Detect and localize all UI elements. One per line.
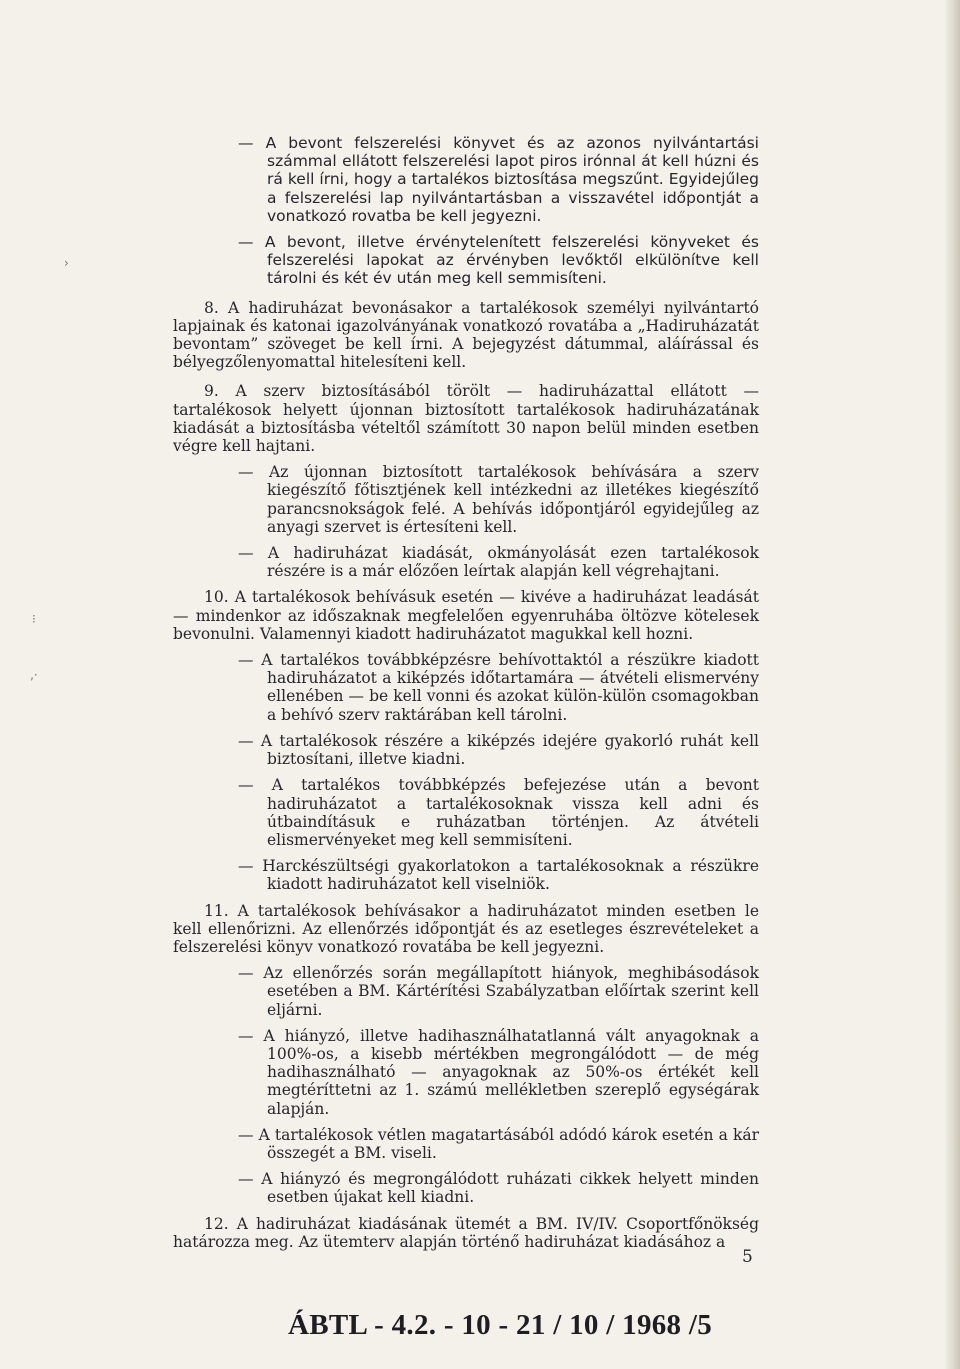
paragraph-9-dash-1: — Az újonnan biztosított tartalékosok behívására a szerv kiegészítő főtisztjének kell intézkedni az illetékes kiegészítő parancsnokságok felé. A behívás időpontjáról egyidejűleg az anyagi szervet is értesíteni kell.: [238, 463, 759, 536]
scan-speck: ›: [64, 256, 69, 270]
document-body: [173, 134, 759, 1251]
paragraph-9-dash-2: — A hadiruházat kiadását, okmányolását ezen tartalékosok részére is a már előzően leírtak alapján kell végrehajtani.: [238, 544, 759, 581]
paragraph-10-dash-4: — Harckészültségi gyakorlatokon a tartalékosoknak a részükre kiadott hadiruházatot kell viselniök.: [238, 857, 759, 894]
paragraph-11-dash-3: — A tartalékosok vétlen magatartásából adódó károk esetén a kár összegét a BM. viseli.: [238, 1125, 759, 1162]
paragraph-10-dash-2: — A tartalékosok részére a kiképzés idejére gyakorló ruhát kell biztosítani, illetve kiadni.: [238, 731, 759, 769]
page-edge-shadow: [944, 0, 960, 1369]
paragraph-10: 10. A tartalékosok behívásuk esetén — kivéve a hadiruházat leadását — mindenkor az időszaknak megfelelően egyenruhába öltözve kötelesek bevonulni. Valamennyi kiadott hadiruházatot magukkal kell hozni.: [173, 588, 759, 643]
paragraph-12: 12. A hadiruházat kiadásának ütemét a BM. IV/IV. Csoportfőnökség határozza meg. Az ütemterv alapján történő hadiruházat kiadásához a: [173, 1214, 759, 1251]
paragraph-10-dash-3: — A tartalékos továbbképzés befejezése után a bevont hadiruházatot a tartalékosoknak vissza kell adni és útbaindításuk e ruházatban történjen. Az átvételi elismervényeket meg kell semmisíteni.: [238, 776, 759, 849]
page-number: 5: [742, 1247, 753, 1267]
paragraph-11-dash-2: — A hiányzó, illetve hadihasználhatatlanná vált anyagoknak a 100%-os, a kisebb mértékben megrongálódott — de még hadihasználható — anyagoknak az 50%-os értékét kell megtéríttetni az 1. számú mellékletben szereplő egységárak alapján.: [238, 1026, 759, 1118]
paragraph-10-dash-1: — A tartalékos továbbképzésre behívottaktól a részükre kiadott hadiruházatot a kiképzés időtartamára — átvételi elismervény ellenében — be kell vonni és azokat külön-külön csomagokban a behívó szerv raktárában kell tárolni.: [238, 651, 759, 724]
paragraph-11-dash-1: — Az ellenőrzés során megállapított hiányok, meghibásodások esetében a BM. Kártérítési Szabályzatban előírtak szerint kell eljárni.: [238, 964, 759, 1019]
paragraph-1: — A bevont felszerelési könyvet és az azonos nyilvántartási számmal ellátott felszerelési lapot piros irónnal át kell húzni és rá kell írni, hogy a tartalékos biztosítása megszűnt. Egyidejűleg a felszerelési lap nyilvántartásban a visszavétel időpontját a vonatkozó rovatba be kell jegyezni.: [238, 134, 759, 225]
scan-speck: ‚·: [30, 668, 38, 682]
paragraph-11-dash-4: — A hiányzó és megrongálódott ruházati cikkek helyett minden esetben újakat kell kiadni.: [238, 1170, 759, 1207]
scan-speck: ⁝: [32, 612, 36, 626]
paragraph-9: 9. A szerv biztosításából törölt — hadiruházattal ellátott — tartalékosok helyett újonnan biztosított tartalékosok hadiruházatának kiadását a biztosításba vételtől számított 30 napon belül minden esetben végre kell hajtani.: [173, 382, 759, 456]
paragraph-2: — A bevont, illetve érvénytelenített felszerelési könyveket és felszerelési lapokat az érvényben levőktől elkülönítve kell tárolni és két év után meg kell semmisíteni.: [238, 233, 759, 288]
paragraph-11: 11. A tartalékosok behívásakor a hadiruházatot minden esetben le kell ellenőrizni. Az ellenőrzés időpontját és az esetleges észrevételeket a felszerelési könyv vonatkozó rovatába be kell jegyezni.: [173, 901, 759, 956]
archive-reference-stamp: ÁBTL - 4.2. - 10 - 21 / 10 / 1968 /5: [288, 1309, 713, 1341]
paragraph-8: 8. A hadiruházat bevonásakor a tartalékosok személyi nyilvántartó lapjainak és katonai igazolványának vonatkozó rovatába a „Hadiruházatát bevontam” szöveget be kell írni. A bejegyzést dátummal, aláírással és bélyegzőlenyomattal hitelesíteni kell.: [173, 298, 759, 372]
